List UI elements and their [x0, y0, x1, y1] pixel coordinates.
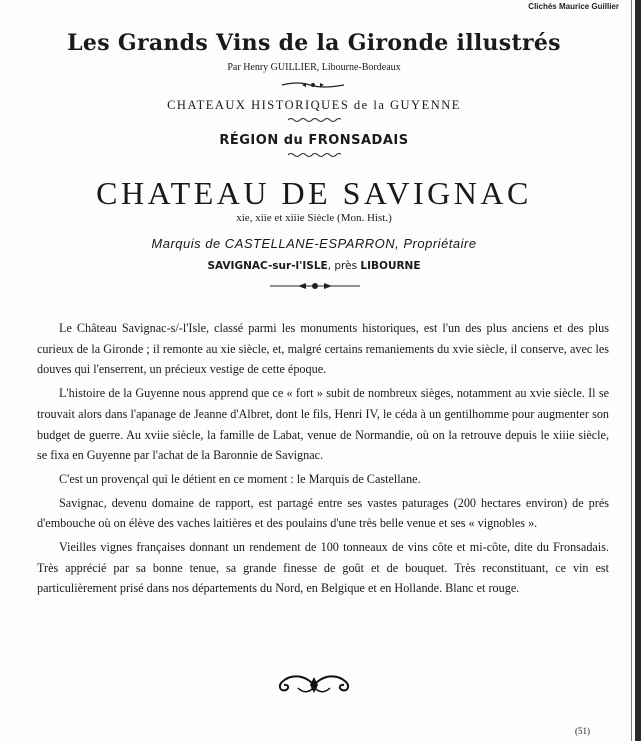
chateau-name: CHATEAU DE SAVIGNAC [96, 175, 532, 211]
page-edge-border [635, 0, 641, 741]
author-byline: Par Henry GUILLIER, Libourne-Bordeaux [227, 62, 401, 73]
ornament-divider-1 [280, 80, 346, 90]
location-near: , près [327, 260, 361, 272]
paragraph-2: L'histoire de la Guyenne nous apprend que ce « fort » subit de nombreux sièges, notamment au xvie siècle. Il se trouvait alors dans l'apanage de Jeanne d'Albret, dont le fils, Henri IV, le céda à un gentilhomme pour augmenter son budget de guerre. Au xviie siècle, la famille de Labat, venue de Normandie, où on la retrouve depuis le xiiie siècle, se fixa en Guyenne par l'achat de la Baronnie de Savignac. [37, 386, 609, 463]
footer-ornament-icon [268, 672, 360, 698]
article-body [37, 318, 609, 602]
paragraph-1: Le Château Savignac-s/-l'Isle, classé parmi les monuments historiques, est l'un des plus anciens et des plus curieux de la Gironde ; il remonte au xie siècle, et, malgré certains remaniements du xvie siècle, il conserve, avec les douves qui l'enserrent, un précieux vestige de cette époque. [37, 321, 609, 377]
wavy-rule-1 [287, 116, 341, 124]
location-place: SAVIGNAC-sur-l'ISLE [207, 260, 328, 272]
location-town: LIBOURNE [360, 260, 421, 272]
page-number: (51) [575, 726, 590, 736]
chateau-centuries: xie, xiie et xiiie Siècle (Mon. Hist.) [236, 212, 392, 224]
wavy-rule-2 [287, 151, 341, 159]
region-heading: RÉGION du FRONSADAIS [219, 133, 409, 148]
publication-title: Les Grands Vins de la Gironde illustrés [67, 30, 561, 56]
page-edge-line [631, 0, 632, 741]
series-heading: CHATEAUX HISTORIQUES de la GUYENNE [167, 98, 461, 112]
photo-credit: Clichés Maurice Guillier [528, 2, 619, 11]
ornament-divider-2 [268, 280, 362, 292]
chateau-owner: Marquis de CASTELLANE-ESPARRON, Propriétaire [151, 236, 477, 251]
paragraph-5: Vieilles vignes françaises donnant un rendement de 100 tonneaux de vins côte et mi-côte, dite du Fronsadais. Très apprécié par sa bonne tenue, sa grande finesse de goût et de bouquet. Très reconstituant, ce vin est particulièrement prisé dans nos départements du Nord, en Belgique et en Hollande. Blanc et rouge. [37, 540, 609, 596]
paragraph-4: Savignac, devenu domaine de rapport, est partagé entre ses vastes paturages (200 hectares environ) de prés d'embouche où on élève des vaches laitières et des poulains d'une très belle venue et ses « vignobles ». [37, 495, 609, 531]
chateau-location [0, 260, 628, 272]
paragraph-3: C'est un provençal qui le détient en ce moment : le Marquis de Castellane. [59, 471, 421, 486]
